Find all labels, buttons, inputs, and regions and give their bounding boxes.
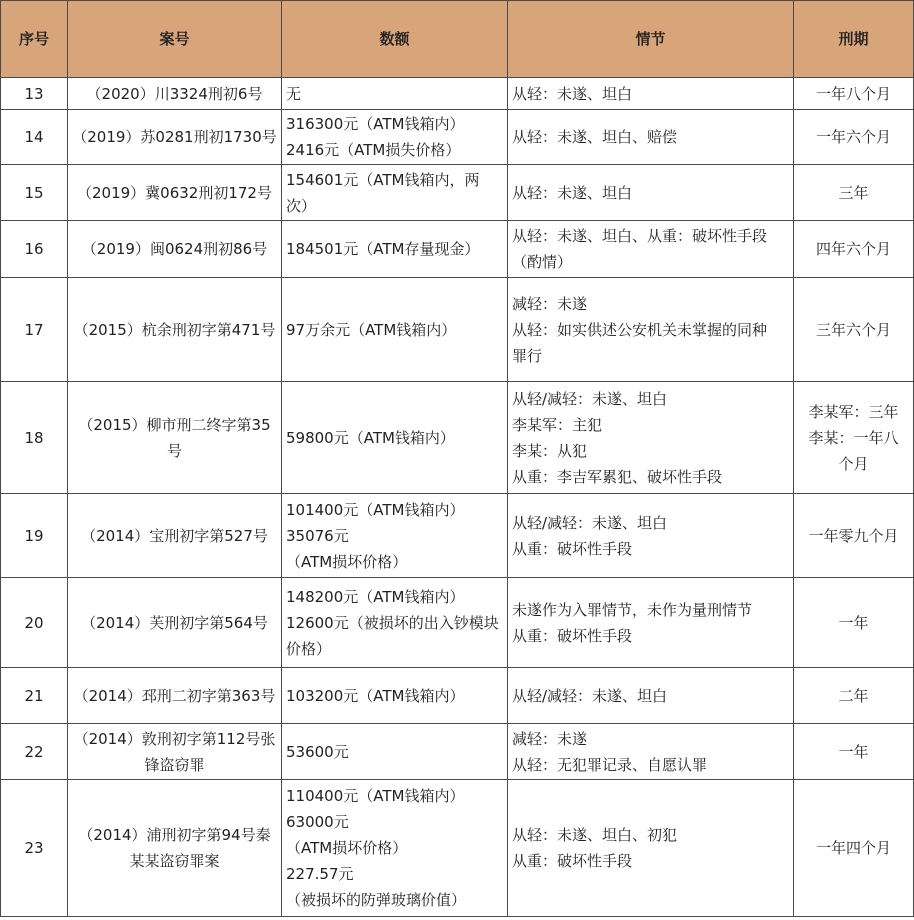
cell-amount-line: （被损坏的防弹玻璃价值） <box>286 891 467 909</box>
cell-amount <box>282 278 508 382</box>
cell-no: 21 <box>1 668 68 724</box>
table-row <box>1 382 914 494</box>
cell-circumstances-line: 从轻/减轻：未遂、坦白 <box>512 686 668 705</box>
cell-amount-line: 35076元 <box>286 526 349 545</box>
cell-circumstances-line: 从轻/减轻：未遂、坦白 <box>512 389 668 408</box>
header-term: 刑期 <box>794 1 914 78</box>
cell-term-line: 一年四个月 <box>815 839 891 857</box>
header-case: 案号 <box>68 1 282 78</box>
cell-no: 20 <box>1 578 68 668</box>
cell-circumstances-line: 从轻：未遂、坦白、从重：破坏性手段 <box>512 227 768 245</box>
cell-circumstances <box>508 578 794 668</box>
cell-term <box>794 278 914 382</box>
cell-circumstances <box>508 78 794 110</box>
cell-amount-line: 148200元（ATM钱箱内） <box>286 587 465 606</box>
cell-case <box>68 578 282 668</box>
cell-circumstances-line: 从轻：未遂、坦白、赔偿 <box>512 128 678 146</box>
table-row <box>1 278 914 382</box>
cell-no: 13 <box>1 78 68 110</box>
table-row <box>1 578 914 668</box>
cell-circumstances <box>508 724 794 780</box>
cell-circumstances-line: 从重：破坏性手段 <box>512 852 633 870</box>
header-amount: 数额 <box>282 1 508 78</box>
cell-amount-line: （ATM损坏价格） <box>286 552 408 571</box>
cell-amount <box>282 780 508 917</box>
cell-case <box>68 494 282 578</box>
cell-amount-line: 184501元（ATM存量现金） <box>286 240 480 258</box>
cell-term <box>794 780 914 917</box>
cell-circumstances-line: 减轻：未遂 <box>512 294 588 313</box>
cell-circumstances-line: 从轻：未遂、坦白、初犯 <box>512 826 678 844</box>
header-circumstances: 情节 <box>508 1 794 78</box>
cell-no: 23 <box>1 780 68 917</box>
header-row <box>1 1 914 78</box>
cell-term <box>794 110 914 165</box>
cell-amount <box>282 668 508 724</box>
table-row <box>1 780 914 917</box>
cell-term-line: 李某军：三年 <box>808 402 899 421</box>
cell-case-line: 某某盗窃罪案 <box>129 852 220 870</box>
cell-no: 17 <box>1 278 68 382</box>
cell-no: 19 <box>1 494 68 578</box>
cell-case-line: （2015）柳市刑二终字第35 <box>78 415 271 434</box>
cell-case-line: （2014）敦刑初字第112号张 <box>73 729 276 748</box>
cell-circumstances <box>508 221 794 278</box>
cell-term-line: 二年 <box>838 686 869 705</box>
cell-term <box>794 382 914 494</box>
cell-term <box>794 724 914 780</box>
cell-term-line: 一年 <box>838 613 869 632</box>
table-row <box>1 165 914 221</box>
cell-case <box>68 78 282 110</box>
cell-case-line: （2020）川3324刑初6号 <box>86 84 263 103</box>
cell-case-line: （2019）闽0624刑初86号 <box>81 240 268 258</box>
header-no: 序号 <box>1 1 68 78</box>
cell-circumstances <box>508 494 794 578</box>
cell-circumstances <box>508 668 794 724</box>
table-row <box>1 110 914 165</box>
cell-circumstances-line: 从轻：未遂、坦白 <box>512 84 633 103</box>
cell-amount <box>282 494 508 578</box>
cell-case-line: （2014）邳刑二初字第363号 <box>73 686 276 705</box>
cell-term-line: 一年六个月 <box>815 128 891 146</box>
cell-amount-line: 2416元（ATM损失价格） <box>286 141 461 159</box>
cell-term-line: 李某：一年八 <box>808 428 899 447</box>
cell-amount-line: 53600元 <box>286 742 349 761</box>
cell-case <box>68 780 282 917</box>
table-row <box>1 724 914 780</box>
cell-case-line: 锋盗窃罪 <box>144 755 205 774</box>
table-row <box>1 221 914 278</box>
cell-case <box>68 724 282 780</box>
cell-term-line: 个月 <box>838 454 869 473</box>
cell-amount-line: 316300元（ATM钱箱内） <box>286 115 465 133</box>
cell-circumstances <box>508 382 794 494</box>
cell-circumstances-line: 从重：李吉军累犯、破坏性手段 <box>512 467 723 486</box>
cell-circumstances-line: 减轻：未遂 <box>512 729 588 748</box>
cell-case-line: （2015）杭余刑初字第471号 <box>73 320 276 339</box>
cell-case-line: （2019）冀0632刑初172号 <box>77 183 272 202</box>
cell-term <box>794 668 914 724</box>
cell-case <box>68 668 282 724</box>
cell-amount <box>282 110 508 165</box>
cell-amount-line: 110400元（ATM钱箱内） <box>286 787 465 805</box>
cell-term-line: 一年八个月 <box>815 84 891 103</box>
cell-term-line: 三年六个月 <box>815 320 891 339</box>
table-row <box>1 494 914 578</box>
cell-circumstances-line: 从轻：无犯罪记录、自愿认罪 <box>512 755 708 774</box>
cell-term-line: 三年 <box>838 183 869 202</box>
table-row <box>1 78 914 110</box>
cell-case <box>68 221 282 278</box>
cell-circumstances-line: 从重：破坏性手段 <box>512 626 633 645</box>
cell-amount <box>282 221 508 278</box>
cell-amount <box>282 78 508 110</box>
cell-case-line: 号 <box>166 441 182 460</box>
cell-amount-line: 次） <box>286 196 317 215</box>
cell-case-line: （2019）苏0281刑初1730号 <box>72 128 277 146</box>
cell-amount-line: 12600元（被损坏的出入钞模块 <box>286 613 499 632</box>
cell-amount-line: 103200元（ATM钱箱内） <box>286 686 465 705</box>
cell-amount-line: 101400元（ATM钱箱内） <box>286 500 465 519</box>
cell-circumstances <box>508 110 794 165</box>
cell-term-line: 一年 <box>838 742 869 761</box>
cell-term <box>794 165 914 221</box>
cell-no: 16 <box>1 221 68 278</box>
cell-no: 18 <box>1 382 68 494</box>
cell-amount-line: 无 <box>286 84 302 103</box>
cell-amount-line: 154601元（ATM钱箱内，两 <box>286 170 480 189</box>
cell-term-line: 四年六个月 <box>815 240 891 258</box>
cell-case-line: （2014）宝刑初字第527号 <box>81 526 268 545</box>
cell-circumstances-line: 从轻：未遂、坦白 <box>512 183 633 202</box>
cell-circumstances-line: 罪行 <box>512 346 543 365</box>
cell-circumstances <box>508 165 794 221</box>
cell-term-line: 一年零九个月 <box>808 526 899 545</box>
cell-amount-line: 227.57元 <box>286 865 354 883</box>
cell-circumstances-line: 李某军：主犯 <box>512 415 603 434</box>
cell-amount-line: 59800元（ATM钱箱内） <box>286 428 455 447</box>
cell-amount-line: （ATM损坏价格） <box>286 839 408 857</box>
cell-case <box>68 382 282 494</box>
cell-amount <box>282 165 508 221</box>
cell-term <box>794 78 914 110</box>
cell-case <box>68 165 282 221</box>
cell-circumstances-line: 从重：破坏性手段 <box>512 539 633 558</box>
cell-term <box>794 221 914 278</box>
cell-case-line: （2014）芙刑初字第564号 <box>81 613 268 632</box>
cell-amount-line: 63000元 <box>286 813 349 831</box>
cell-circumstances-line: （酌情） <box>512 253 573 271</box>
cell-amount <box>282 578 508 668</box>
cell-amount-line: 价格） <box>286 639 332 658</box>
cell-circumstances-line: 李某：从犯 <box>512 441 588 460</box>
cell-term <box>794 578 914 668</box>
cell-circumstances-line: 从轻/减轻：未遂、坦白 <box>512 513 668 532</box>
cell-circumstances-line: 从轻：如实供述公安机关未掌握的同种 <box>512 320 768 339</box>
cell-no: 22 <box>1 724 68 780</box>
cell-case <box>68 278 282 382</box>
cell-circumstances <box>508 780 794 917</box>
cell-amount <box>282 724 508 780</box>
cell-case-line: （2014）浦刑初字第94号秦 <box>78 826 271 844</box>
cell-circumstances-line: 未遂作为入罪情节，未作为量刑情节 <box>512 600 753 619</box>
cell-term <box>794 494 914 578</box>
table-row <box>1 668 914 724</box>
cell-amount <box>282 382 508 494</box>
cell-no: 15 <box>1 165 68 221</box>
cell-case <box>68 110 282 165</box>
cell-circumstances <box>508 278 794 382</box>
cell-amount-line: 97万余元（ATM钱箱内） <box>286 320 457 339</box>
cell-no: 14 <box>1 110 68 165</box>
